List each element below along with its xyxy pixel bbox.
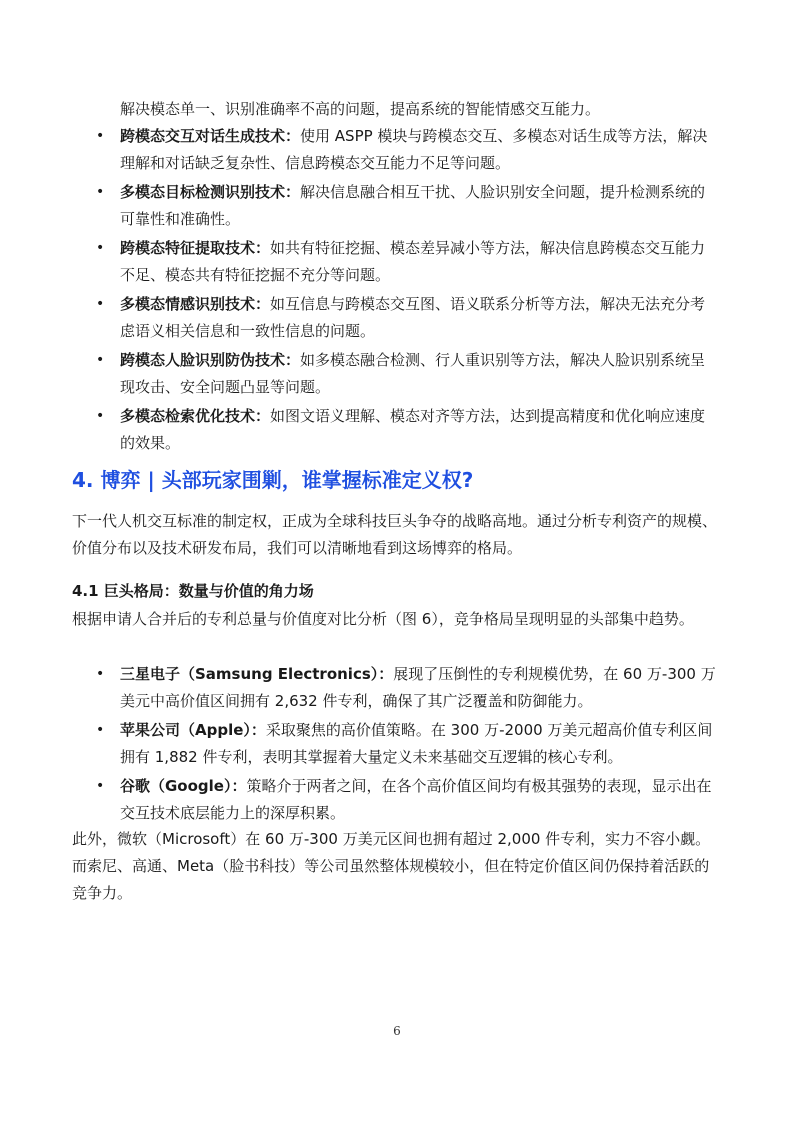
list-item-desc: 策略介于两者之间，在各个高价值区间均有极其强势的表现，显示出在交互技术底层能力上的深厚积累。: [120, 777, 712, 822]
bullet-icon: •: [96, 240, 105, 256]
list-item-desc: 解决信息融合相互干扰、人脸识别安全问题，提升检测系统的可靠性和准确性。: [120, 183, 706, 228]
list-item-desc: 如共有特征挖掘、模态差异减小等方法，解决信息跨模态交互能力不足、模态共有特征挖掘不充分等问题。: [120, 239, 706, 284]
closing-paragraph: 此外，微软（Microsoft）在 60 万-300 万美元区间也拥有超过 2,000 件专利，实力不容小觑。而索尼、高通、Meta（脸书科技）等公司虽然整体规模较小，但在特定价值区间仍保持着活跃的竞争力。: [72, 830, 711, 902]
list-item: [96, 123, 720, 177]
list-item: [96, 347, 720, 401]
list-item-term: 跨模态特征提取技术：: [120, 239, 271, 257]
list-item: [96, 661, 720, 715]
list-item-term: 三星电子（Samsung Electronics）：: [120, 665, 394, 683]
list-item-term: 苹果公司（Apple）：: [120, 721, 266, 739]
subsection-heading: 4.1 巨头格局：数量与价值的角力场: [72, 582, 314, 600]
list-item: [96, 235, 720, 289]
list-item-term: 跨模态交互对话生成技术：: [120, 127, 301, 145]
list-item: [96, 403, 720, 457]
list-item: [96, 179, 720, 233]
list-item-desc: 如图文语义理解、模态对齐等方法，达到提高精度和优化响应速度的效果。: [120, 407, 706, 452]
list-item-term: 多模态情感识别技术：: [120, 295, 271, 313]
bullet-icon: •: [96, 722, 105, 738]
company-list: [96, 661, 720, 829]
bullet-icon: •: [96, 778, 105, 794]
list-item-desc: 展现了压倒性的专利规模优势，在 60 万-300 万美元中高价值区间拥有 2,632 件专利，确保了其广泛覆盖和防御能力。: [120, 665, 716, 710]
list-item-desc: 采取聚焦的高价值策略。在 300 万-2000 万美元超高价值专利区间拥有 1,882 件专利，表明其掌握着大量定义未来基础交互逻辑的核心专利。: [120, 721, 713, 766]
list-item-desc: 如多模态融合检测、行人重识别等方法，解决人脸识别系统呈现攻击、安全问题凸显等问题。: [120, 351, 706, 396]
subsection-intro: 根据申请人合并后的专利总量与价值度对比分析（图 6），竞争格局呈现明显的头部集中趋势。: [72, 610, 694, 628]
list-item: [96, 291, 720, 345]
tech-list: [96, 123, 720, 459]
section-heading: 4. 博弈 | 头部玩家围剿，谁掌握标准定义权?: [72, 468, 474, 492]
bullet-icon: •: [96, 352, 105, 368]
list-item-desc: 如互信息与跨模态交互图、语义联系分析等方法，解决无法充分考虑语义相关信息和一致性信息的问题。: [120, 295, 706, 340]
bullet-icon: •: [96, 296, 105, 312]
list-item-term: 谷歌（Google）：: [120, 777, 247, 795]
bullet-icon: •: [96, 128, 105, 144]
list-item-term: 多模态目标检测识别技术：: [120, 183, 301, 201]
list-item: [96, 773, 720, 827]
list-item-desc: 使用 ASPP 模块与跨模态交互、多模态对话生成等方法，解决理解和对话缺乏复杂性、信息跨模态交互能力不足等问题。: [120, 127, 708, 172]
bullet-icon: •: [96, 184, 105, 200]
bullet-icon: •: [96, 408, 105, 424]
list-item-term: 多模态检索优化技术：: [120, 407, 271, 425]
continuation-text: 解决模态单一、识别准确率不高的问题，提高系统的智能情感交互能力。: [120, 100, 601, 118]
section-intro: 下一代人机交互标准的制定权，正成为全球科技巨头争夺的战略高地。通过分析专利资产的规模、价值分布以及技术研发布局，我们可以清晰地看到这场博弈的格局。: [72, 512, 718, 557]
list-item: [96, 717, 720, 771]
list-item-term: 跨模态人脸识别防伪技术：: [120, 351, 301, 369]
page-number: 6: [393, 1024, 401, 1038]
bullet-icon: •: [96, 666, 105, 682]
